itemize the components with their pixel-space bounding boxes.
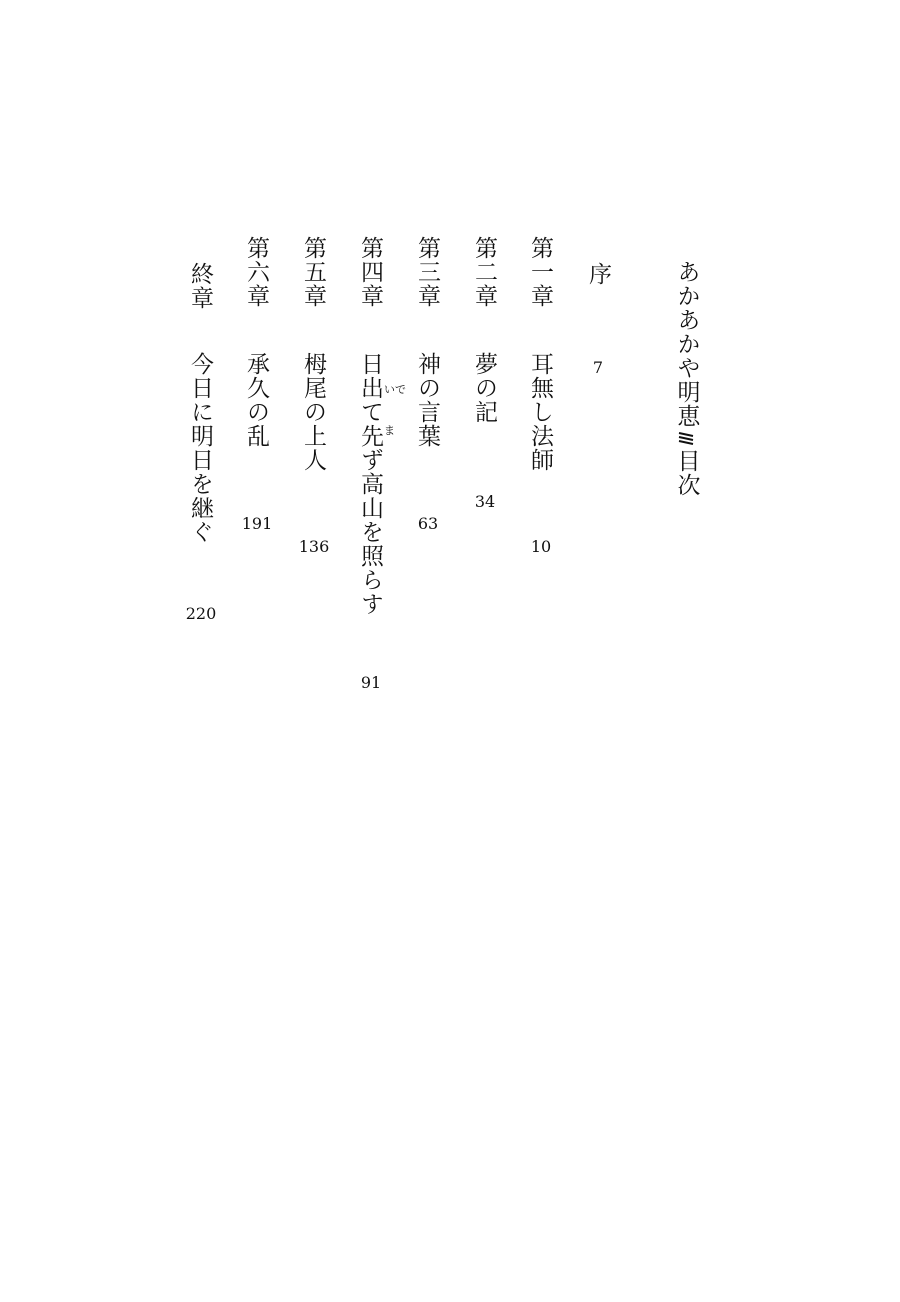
toc-heading [672,260,700,497]
triple-line-mark-icon [678,430,694,446]
chapter-title: 神の言葉 [414,352,440,448]
page-number: 63 [417,514,439,533]
page-number: 10 [530,537,552,556]
chapter-title: 耳無し法師 [527,352,553,472]
page-number: 91 [360,673,382,692]
page-number: 7 [592,358,604,377]
chapter-title: 今日に明日を継ぐ [187,352,213,544]
toc-label: 目次 [673,449,700,497]
chapter-title: 日出て先ず高山を照らす [357,352,383,616]
chapter-label: 第五章 [300,236,326,308]
chapter-label: 第三章 [414,236,440,308]
book-title: あかあかや明恵 [673,260,700,428]
page-number: 136 [298,537,330,556]
chapter-title: 夢の記 [471,352,497,424]
page-number: 220 [185,604,217,623]
chapter-label: 序 [585,262,611,286]
page-number: 191 [241,514,273,533]
chapter-label: 第二章 [471,236,497,308]
ruby-reading: ま [384,424,395,437]
chapter-label: 第一章 [527,236,553,308]
chapter-title: 栂尾の上人 [300,352,326,472]
chapter-label: 第四章 [357,236,383,308]
ruby-reading: いで [384,383,406,396]
chapter-label: 第六章 [243,236,269,308]
chapter-title: 承久の乱 [243,352,269,448]
page-number: 34 [474,492,496,511]
chapter-label: 終章 [187,262,213,310]
